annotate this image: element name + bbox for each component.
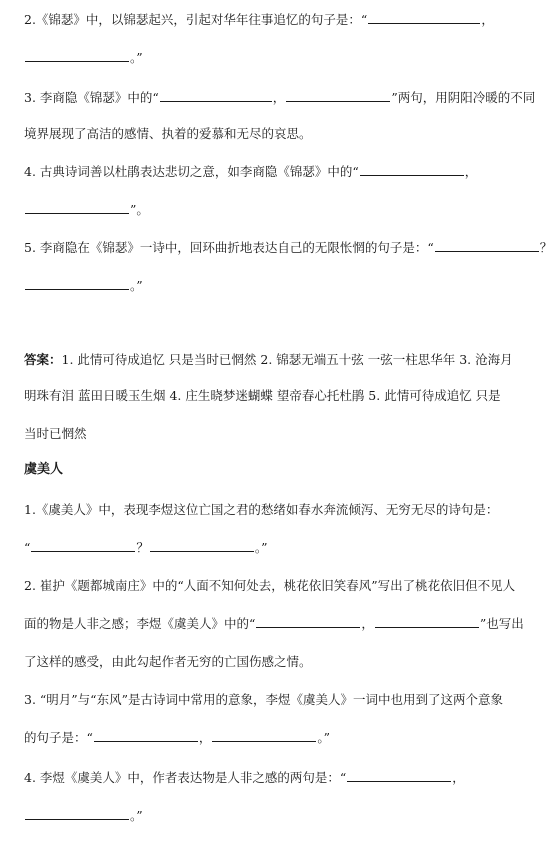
yumeiren-q3-text: 3. “明月”与“东风”是古诗词中常用的意象，李煜《虞美人》一词中也用到了这两个意象 xyxy=(24,692,503,707)
yumeiren-q3-line1 xyxy=(24,690,539,710)
punctuation: ， xyxy=(272,90,286,105)
yumeiren-q2-line3 xyxy=(24,652,539,672)
answer-text: 明珠有泪 蓝田日暖玉生烟 4. 庄生晓梦迷蝴蝶 望帝春心托杜鹃 5. 此情可待成追忆 只是 xyxy=(24,388,501,403)
answer-blank[interactable] xyxy=(212,729,316,742)
punctuation: ”。 xyxy=(130,202,149,217)
answer-blank[interactable] xyxy=(347,769,451,782)
jinse-q2-line2 xyxy=(24,48,539,68)
yumeiren-q1-line2 xyxy=(24,538,539,558)
punctuation: 。” xyxy=(130,278,143,293)
yumeiren-q3-line2 xyxy=(24,728,539,748)
answer-blank[interactable] xyxy=(31,539,135,552)
punctuation: ？ xyxy=(539,240,553,255)
punctuation: ， xyxy=(361,616,374,631)
answer-line2 xyxy=(24,386,539,406)
answer-blank[interactable] xyxy=(150,539,254,552)
yumeiren-q2-line2 xyxy=(24,614,539,634)
punctuation: “ xyxy=(24,540,31,555)
jinse-q3-line1 xyxy=(24,88,539,108)
jinse-q4-line2 xyxy=(24,200,539,220)
punctuation: 。” xyxy=(130,50,143,65)
yumeiren-q2-text: 面的物是人非之感；李煜《虞美人》中的“ xyxy=(24,616,256,631)
punctuation: 。” xyxy=(130,808,143,823)
jinse-q5-line1 xyxy=(24,238,553,258)
yumeiren-q3-text: 的句子是：“ xyxy=(24,730,93,745)
answer-blank[interactable] xyxy=(160,89,272,102)
answer-blank[interactable] xyxy=(94,729,198,742)
yumeiren-q1-text: 1.《虞美人》中，表现李煜这位亡国之君的愁绪如春水奔流倾泻、无穷无尽的诗句是： xyxy=(24,502,499,517)
answer-label: 答案： xyxy=(24,352,62,367)
answer-text: 1. 此情可待成追忆 只是当时已惘然 2. 锦瑟无端五十弦 一弦一柱思华年 3. 沧海月 xyxy=(61,352,513,367)
answer-blank[interactable] xyxy=(256,615,360,628)
punctuation: ， xyxy=(464,164,478,179)
jinse-q3-text: 3. 李商隐《锦瑟》中的“ xyxy=(24,90,159,105)
yumeiren-q4-text: 4. 李煜《虞美人》中，作者表达物是人非之感的两句是：“ xyxy=(24,770,347,785)
jinse-q4-line1 xyxy=(24,162,539,182)
jinse-q2-text: 2.《锦瑟》中，以锦瑟起兴，引起对华年往事追忆的句子是：“ xyxy=(24,12,368,27)
yumeiren-q4-line1 xyxy=(24,768,539,788)
jinse-q3-line2 xyxy=(24,124,539,144)
punctuation: 。” xyxy=(254,540,268,555)
answer-blank[interactable] xyxy=(25,201,129,214)
answer-line3 xyxy=(24,424,539,444)
yumeiren-q4-line2 xyxy=(24,806,539,826)
punctuation: ， xyxy=(452,770,465,785)
answer-text: 当时已惘然 xyxy=(24,426,87,441)
punctuation: ， xyxy=(481,12,494,27)
jinse-q2-line1 xyxy=(24,10,539,30)
yumeiren-q2-text-cont: 了这样的感受，由此勾起作者无穷的亡国伤感之情。 xyxy=(24,654,312,669)
jinse-q5-line2 xyxy=(24,276,539,296)
answer-blank[interactable] xyxy=(375,615,479,628)
jinse-q4-text: 4. 古典诗词善以杜鹃表达悲切之意，如李商隐《锦瑟》中的“ xyxy=(24,164,359,179)
answer-blank[interactable] xyxy=(360,163,464,176)
yumeiren-q2-text: 2. 崔护《题都城南庄》中的“人面不知何处去，桃花依旧笑春风”写出了桃花依旧但不见人 xyxy=(24,578,516,593)
jinse-q3-text-cont: 境界展现了高洁的感情、执着的爱慕和无尽的哀思。 xyxy=(24,126,312,141)
section-heading: 虞美人 xyxy=(24,462,64,477)
punctuation: ？ xyxy=(136,540,149,555)
answer-line1 xyxy=(24,350,539,370)
answer-blank[interactable] xyxy=(435,239,539,252)
answer-blank[interactable] xyxy=(25,49,129,62)
answer-blank[interactable] xyxy=(25,277,129,290)
punctuation: 。” xyxy=(317,730,331,745)
jinse-q3-text-end: ”两句，用阴阳冷暖的不同 xyxy=(391,90,536,105)
answer-blank[interactable] xyxy=(368,11,480,24)
answer-blank[interactable] xyxy=(286,89,390,102)
yumeiren-q1-line1 xyxy=(24,500,539,520)
yumeiren-q2-text-end: ”也写出 xyxy=(479,616,524,631)
yumeiren-q2-line1 xyxy=(24,576,539,596)
jinse-q5-text: 5. 李商隐在《锦瑟》一诗中，回环曲折地表达自己的无限怅惘的句子是：“ xyxy=(24,240,434,255)
answer-blank[interactable] xyxy=(25,807,129,820)
punctuation: ， xyxy=(198,730,212,745)
